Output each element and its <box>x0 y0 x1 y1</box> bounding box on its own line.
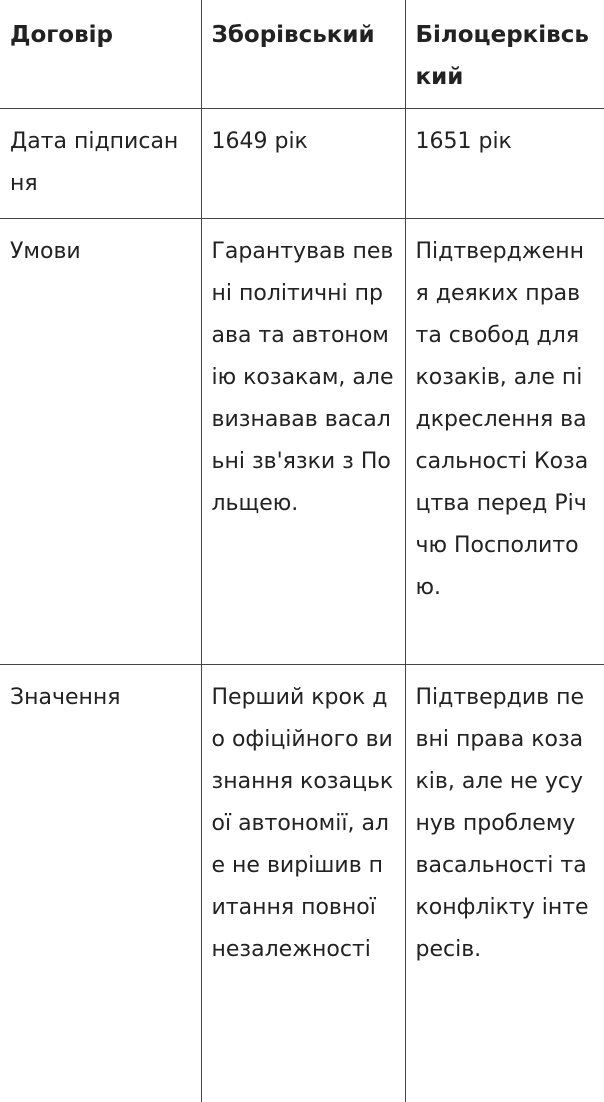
row-label-date: Дата підписання <box>0 109 201 219</box>
table-row <box>0 109 604 219</box>
table-row <box>0 665 604 1102</box>
header-zboriv: Зборівський <box>201 0 405 109</box>
cell-zboriv-date: 1649 рік <box>201 109 405 219</box>
cell-bila-tserkva-date: 1651 рік <box>405 109 604 219</box>
table-header-row <box>0 0 604 109</box>
header-treaty: Договір <box>10 22 114 48</box>
cell-bila-tserkva-meaning: Підтвердив певні права козаків, але не усунув проблему васальності та конфлікту інтересів. <box>405 665 604 1102</box>
row-label-terms: Умови <box>0 219 201 665</box>
header-bila-tserkva: Білоцерківський <box>405 0 604 109</box>
cell-zboriv-terms: Гарантував певні політичні права та автономію козакам, але визнавав васальні зв'язки з Польщею. <box>201 219 405 665</box>
table-row <box>0 219 604 665</box>
cell-zboriv-meaning: Перший крок до офіційного визнання козацької автономії, але не вирішив питання повної незалежності <box>201 665 405 1102</box>
cell-bila-tserkva-terms: Підтвердження деяких прав та свобод для козаків, але підкреслення васальності Козацтва перед Річчю Посполитою. <box>405 219 604 665</box>
row-label-meaning: Значення <box>0 665 201 1102</box>
